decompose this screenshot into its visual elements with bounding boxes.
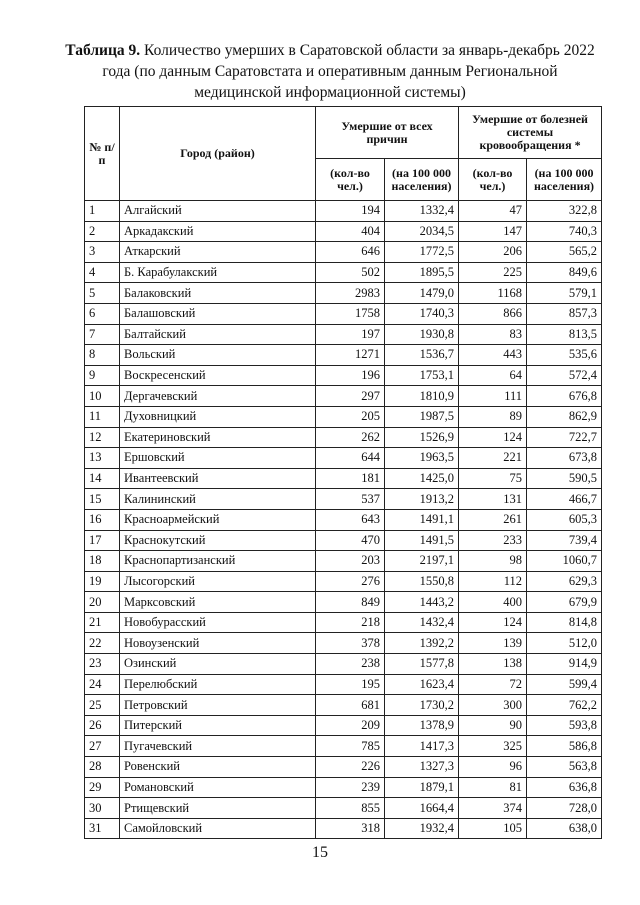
cell-n: 10 <box>85 386 120 407</box>
cell-ar: 1895,5 <box>385 262 459 283</box>
cell-a: 1758 <box>316 303 385 324</box>
cell-a: 537 <box>316 489 385 510</box>
cell-c: 64 <box>459 365 527 386</box>
cell-c: 300 <box>459 695 527 716</box>
cell-c: 1168 <box>459 283 527 304</box>
cell-ar: 1772,5 <box>385 242 459 263</box>
table-row <box>85 798 602 819</box>
cell-a: 404 <box>316 221 385 242</box>
cell-n: 1 <box>85 201 120 222</box>
cell-n: 8 <box>85 345 120 366</box>
cell-name: Балаковский <box>120 283 316 304</box>
cell-a: 855 <box>316 798 385 819</box>
cell-c: 98 <box>459 551 527 572</box>
cell-c: 124 <box>459 427 527 448</box>
table-row <box>85 654 602 675</box>
table-row <box>85 489 602 510</box>
cell-ar: 1491,5 <box>385 530 459 551</box>
table-row <box>85 283 602 304</box>
table-row <box>85 592 602 613</box>
cell-a: 181 <box>316 468 385 489</box>
cell-a: 205 <box>316 406 385 427</box>
cell-cr: 676,8 <box>527 386 602 407</box>
cell-a: 195 <box>316 674 385 695</box>
cell-cr: 679,9 <box>527 592 602 613</box>
cell-cr: 638,0 <box>527 818 602 839</box>
cell-c: 75 <box>459 468 527 489</box>
header-num: № п/п <box>85 107 120 201</box>
cell-n: 25 <box>85 695 120 716</box>
cell-c: 112 <box>459 571 527 592</box>
cell-c: 233 <box>459 530 527 551</box>
table-row <box>85 736 602 757</box>
cell-a: 502 <box>316 262 385 283</box>
header-city: Город (район) <box>120 107 316 201</box>
table-title <box>60 40 600 103</box>
cell-a: 849 <box>316 592 385 613</box>
cell-n: 28 <box>85 757 120 778</box>
cell-name: Самойловский <box>120 818 316 839</box>
cell-a: 2983 <box>316 283 385 304</box>
cell-cr: 322,8 <box>527 201 602 222</box>
cell-cr: 535,6 <box>527 345 602 366</box>
table-row <box>85 468 602 489</box>
cell-name: Новоузенский <box>120 633 316 654</box>
cell-name: Алгайский <box>120 201 316 222</box>
cell-n: 31 <box>85 818 120 839</box>
table-row <box>85 695 602 716</box>
cell-a: 378 <box>316 633 385 654</box>
table-row <box>85 303 602 324</box>
cell-name: Ершовский <box>120 448 316 469</box>
table-row <box>85 324 602 345</box>
cell-n: 7 <box>85 324 120 345</box>
cell-cr: 579,1 <box>527 283 602 304</box>
cell-cr: 814,8 <box>527 612 602 633</box>
cell-c: 443 <box>459 345 527 366</box>
cell-cr: 728,0 <box>527 798 602 819</box>
cell-c: 261 <box>459 509 527 530</box>
cell-a: 226 <box>316 757 385 778</box>
cell-ar: 1536,7 <box>385 345 459 366</box>
cell-name: Аткарский <box>120 242 316 263</box>
cell-ar: 1479,0 <box>385 283 459 304</box>
cell-ar: 1417,3 <box>385 736 459 757</box>
cell-a: 297 <box>316 386 385 407</box>
cell-n: 24 <box>85 674 120 695</box>
cell-cr: 673,8 <box>527 448 602 469</box>
mortality-table <box>84 106 602 839</box>
cell-name: Ивантеевский <box>120 468 316 489</box>
cell-c: 47 <box>459 201 527 222</box>
table-row <box>85 427 602 448</box>
cell-c: 206 <box>459 242 527 263</box>
cell-name: Дергачевский <box>120 386 316 407</box>
cell-n: 26 <box>85 715 120 736</box>
cell-name: Воскресенский <box>120 365 316 386</box>
cell-name: Пугачевский <box>120 736 316 757</box>
cell-name: Екатериновский <box>120 427 316 448</box>
cell-n: 30 <box>85 798 120 819</box>
table-body <box>85 201 602 839</box>
table-row <box>85 242 602 263</box>
cell-n: 6 <box>85 303 120 324</box>
table-row <box>85 530 602 551</box>
cell-a: 318 <box>316 818 385 839</box>
cell-n: 2 <box>85 221 120 242</box>
cell-ar: 1378,9 <box>385 715 459 736</box>
table-row <box>85 386 602 407</box>
cell-ar: 1987,5 <box>385 406 459 427</box>
cell-n: 14 <box>85 468 120 489</box>
cell-cr: 857,3 <box>527 303 602 324</box>
header-all-per100k: (на 100 000 населения) <box>385 159 459 201</box>
cell-name: Питерский <box>120 715 316 736</box>
cell-ar: 1491,1 <box>385 509 459 530</box>
table-row <box>85 551 602 572</box>
cell-cr: 572,4 <box>527 365 602 386</box>
cell-cr: 599,4 <box>527 674 602 695</box>
cell-c: 81 <box>459 777 527 798</box>
cell-ar: 1327,3 <box>385 757 459 778</box>
header-circ-count: (кол-во чел.) <box>459 159 527 201</box>
cell-c: 124 <box>459 612 527 633</box>
cell-c: 225 <box>459 262 527 283</box>
table-row <box>85 509 602 530</box>
cell-n: 19 <box>85 571 120 592</box>
cell-ar: 1432,4 <box>385 612 459 633</box>
table-row <box>85 633 602 654</box>
cell-cr: 739,4 <box>527 530 602 551</box>
table-row <box>85 448 602 469</box>
cell-c: 400 <box>459 592 527 613</box>
cell-n: 12 <box>85 427 120 448</box>
cell-name: Петровский <box>120 695 316 716</box>
cell-c: 83 <box>459 324 527 345</box>
cell-cr: 849,6 <box>527 262 602 283</box>
cell-a: 644 <box>316 448 385 469</box>
cell-name: Ровенский <box>120 757 316 778</box>
cell-ar: 1963,5 <box>385 448 459 469</box>
cell-c: 96 <box>459 757 527 778</box>
cell-a: 646 <box>316 242 385 263</box>
cell-c: 138 <box>459 654 527 675</box>
cell-c: 866 <box>459 303 527 324</box>
cell-ar: 1810,9 <box>385 386 459 407</box>
cell-ar: 1913,2 <box>385 489 459 510</box>
cell-name: Балашовский <box>120 303 316 324</box>
table-row <box>85 262 602 283</box>
cell-n: 22 <box>85 633 120 654</box>
cell-name: Балтайский <box>120 324 316 345</box>
cell-c: 139 <box>459 633 527 654</box>
cell-name: Ртищевский <box>120 798 316 819</box>
table-row <box>85 406 602 427</box>
cell-a: 196 <box>316 365 385 386</box>
cell-n: 20 <box>85 592 120 613</box>
cell-c: 147 <box>459 221 527 242</box>
cell-ar: 1730,2 <box>385 695 459 716</box>
cell-cr: 565,2 <box>527 242 602 263</box>
cell-name: Краснокутский <box>120 530 316 551</box>
cell-name: Новобурасский <box>120 612 316 633</box>
cell-cr: 590,5 <box>527 468 602 489</box>
table-row <box>85 345 602 366</box>
cell-name: Романовский <box>120 777 316 798</box>
cell-c: 105 <box>459 818 527 839</box>
cell-ar: 1550,8 <box>385 571 459 592</box>
cell-n: 4 <box>85 262 120 283</box>
table-row <box>85 674 602 695</box>
cell-c: 111 <box>459 386 527 407</box>
cell-cr: 914,9 <box>527 654 602 675</box>
cell-c: 90 <box>459 715 527 736</box>
cell-name: Калининский <box>120 489 316 510</box>
cell-a: 197 <box>316 324 385 345</box>
cell-ar: 1879,1 <box>385 777 459 798</box>
cell-name: Красноармейский <box>120 509 316 530</box>
cell-cr: 813,5 <box>527 324 602 345</box>
cell-cr: 593,8 <box>527 715 602 736</box>
cell-a: 785 <box>316 736 385 757</box>
cell-n: 17 <box>85 530 120 551</box>
cell-a: 681 <box>316 695 385 716</box>
cell-name: Марксовский <box>120 592 316 613</box>
cell-ar: 1930,8 <box>385 324 459 345</box>
header-circ-per100k: (на 100 000 населения) <box>527 159 602 201</box>
cell-cr: 862,9 <box>527 406 602 427</box>
cell-a: 643 <box>316 509 385 530</box>
header-all-count: (кол-во чел.) <box>316 159 385 201</box>
table-row <box>85 221 602 242</box>
cell-ar: 1332,4 <box>385 201 459 222</box>
cell-name: Духовницкий <box>120 406 316 427</box>
cell-ar: 1526,9 <box>385 427 459 448</box>
page-number: 15 <box>312 844 328 861</box>
cell-n: 16 <box>85 509 120 530</box>
cell-n: 5 <box>85 283 120 304</box>
cell-cr: 740,3 <box>527 221 602 242</box>
table-row <box>85 715 602 736</box>
cell-ar: 1623,4 <box>385 674 459 695</box>
cell-a: 239 <box>316 777 385 798</box>
cell-n: 23 <box>85 654 120 675</box>
cell-a: 262 <box>316 427 385 448</box>
cell-name: Лысогорский <box>120 571 316 592</box>
cell-c: 221 <box>459 448 527 469</box>
cell-cr: 1060,7 <box>527 551 602 572</box>
table-label: Таблица 9. <box>65 42 141 59</box>
table-row <box>85 612 602 633</box>
cell-name: Перелюбский <box>120 674 316 695</box>
cell-name: Озинский <box>120 654 316 675</box>
cell-a: 276 <box>316 571 385 592</box>
cell-c: 325 <box>459 736 527 757</box>
cell-n: 21 <box>85 612 120 633</box>
cell-n: 9 <box>85 365 120 386</box>
cell-ar: 1577,8 <box>385 654 459 675</box>
header-all-causes: Умершие от всех причин <box>316 107 459 159</box>
cell-n: 15 <box>85 489 120 510</box>
cell-cr: 636,8 <box>527 777 602 798</box>
cell-c: 374 <box>459 798 527 819</box>
table-row <box>85 757 602 778</box>
cell-a: 194 <box>316 201 385 222</box>
table-row <box>85 571 602 592</box>
cell-ar: 1425,0 <box>385 468 459 489</box>
cell-n: 18 <box>85 551 120 572</box>
cell-cr: 762,2 <box>527 695 602 716</box>
cell-n: 3 <box>85 242 120 263</box>
cell-n: 27 <box>85 736 120 757</box>
cell-name: Краснопартизанский <box>120 551 316 572</box>
cell-c: 89 <box>459 406 527 427</box>
header-circulatory: Умершие от болезней системы кровообращения * <box>459 107 602 159</box>
cell-ar: 2197,1 <box>385 551 459 572</box>
table-caption: Количество умерших в Саратовской области за январь-декабрь 2022 года (по данным Саратовстата и оперативным данным Региональной медицинской информационной системы) <box>102 42 595 101</box>
cell-name: Вольский <box>120 345 316 366</box>
cell-a: 203 <box>316 551 385 572</box>
cell-ar: 1664,4 <box>385 798 459 819</box>
cell-ar: 1740,3 <box>385 303 459 324</box>
cell-a: 209 <box>316 715 385 736</box>
table-row <box>85 365 602 386</box>
table-row <box>85 777 602 798</box>
cell-n: 13 <box>85 448 120 469</box>
table-row <box>85 201 602 222</box>
cell-c: 131 <box>459 489 527 510</box>
cell-a: 470 <box>316 530 385 551</box>
cell-n: 29 <box>85 777 120 798</box>
cell-ar: 1753,1 <box>385 365 459 386</box>
cell-ar: 1443,2 <box>385 592 459 613</box>
cell-cr: 563,8 <box>527 757 602 778</box>
cell-name: Аркадакский <box>120 221 316 242</box>
cell-a: 1271 <box>316 345 385 366</box>
cell-cr: 629,3 <box>527 571 602 592</box>
cell-cr: 466,7 <box>527 489 602 510</box>
table-row <box>85 818 602 839</box>
cell-cr: 512,0 <box>527 633 602 654</box>
cell-ar: 1932,4 <box>385 818 459 839</box>
cell-a: 238 <box>316 654 385 675</box>
cell-cr: 722,7 <box>527 427 602 448</box>
cell-ar: 2034,5 <box>385 221 459 242</box>
cell-n: 11 <box>85 406 120 427</box>
cell-c: 72 <box>459 674 527 695</box>
cell-name: Б. Карабулакский <box>120 262 316 283</box>
cell-ar: 1392,2 <box>385 633 459 654</box>
cell-cr: 586,8 <box>527 736 602 757</box>
cell-a: 218 <box>316 612 385 633</box>
cell-cr: 605,3 <box>527 509 602 530</box>
